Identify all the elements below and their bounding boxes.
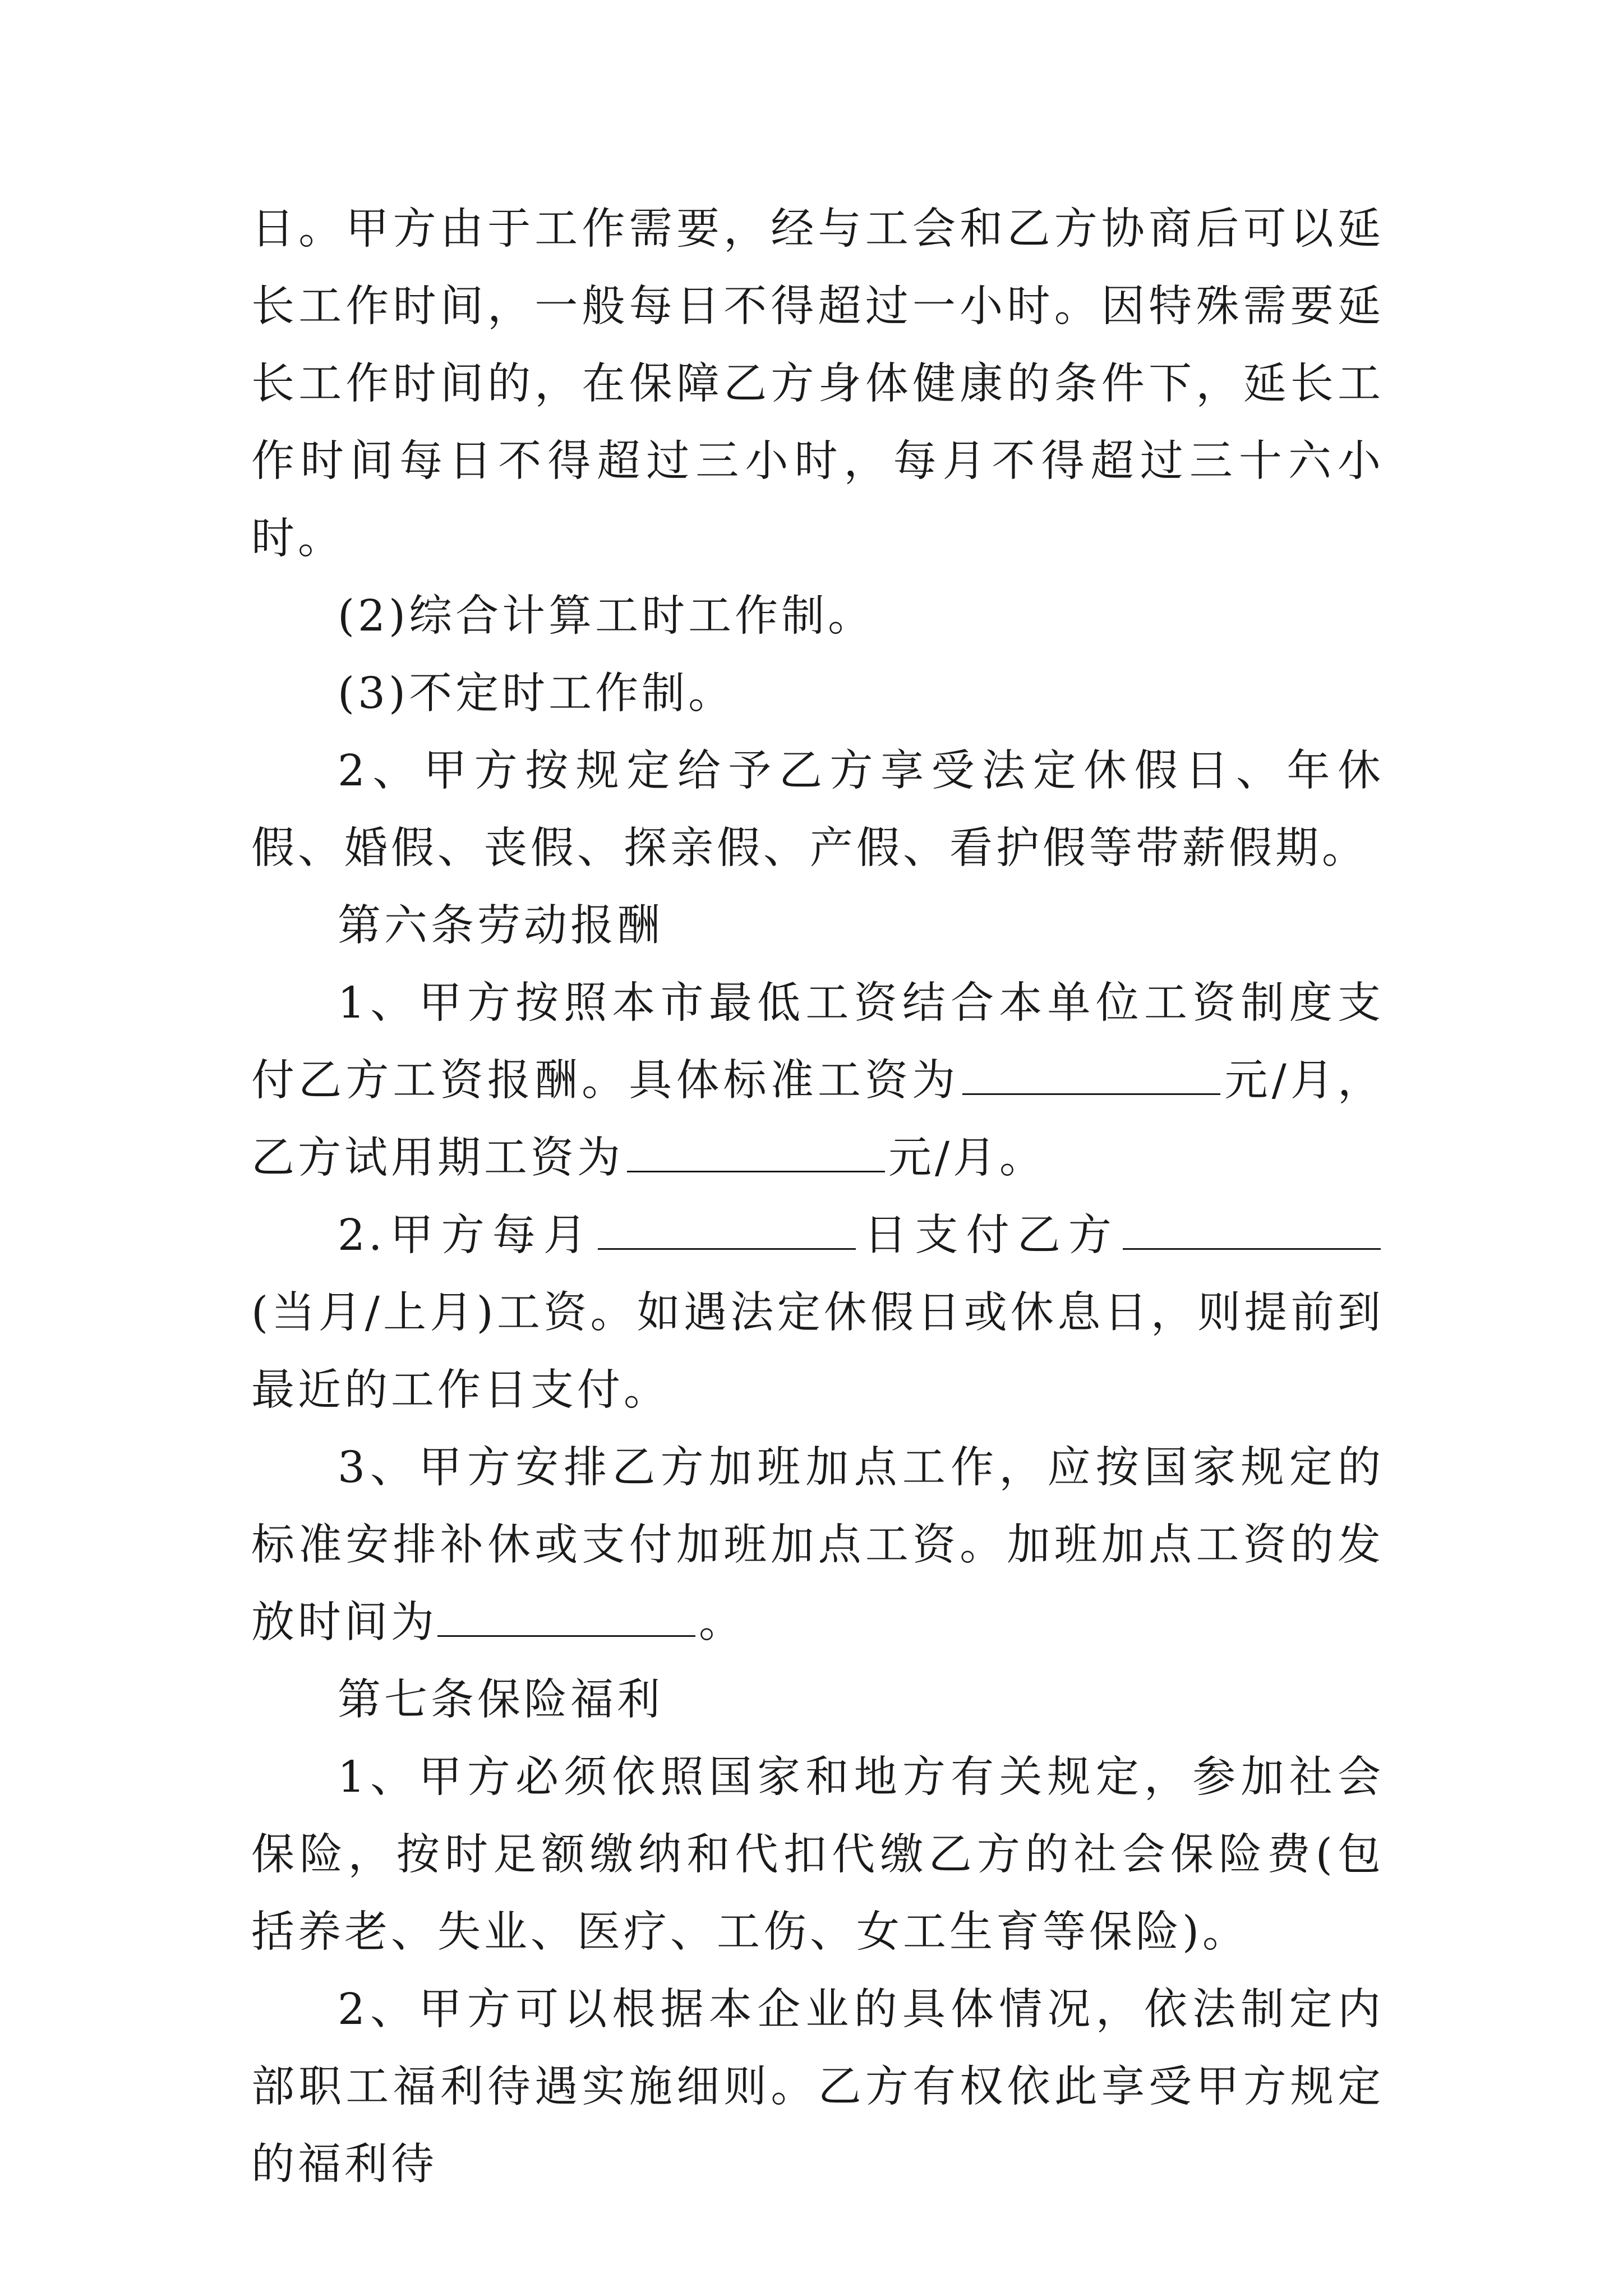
salary-text-b: 元/月，乙方试用期工资为 xyxy=(251,1056,1384,1183)
document-body xyxy=(251,191,1384,2203)
paragraph-welfare: 2、甲方可以根据本企业的具体情况，依法制定内部职工福利待遇实施细则。乙方有权依此享受甲方规定的福利待 xyxy=(251,1985,1384,2189)
salary-standard-blank[interactable] xyxy=(962,1060,1220,1095)
pay-month-blank[interactable] xyxy=(1123,1214,1381,1250)
paragraph-overtime xyxy=(251,1429,1384,1662)
paragraph-paid-leave: 2、甲方按规定给予乙方享受法定休假日、年休假、婚假、丧假、探亲假、产假、看护假等带薪假期。 xyxy=(251,746,1384,873)
pay-date-text-b: 日支付乙方 xyxy=(859,1211,1120,1260)
section-heading-remuneration: 第六条劳动报酬 xyxy=(338,901,663,951)
paragraph-working-hours: 日。甲方由于工作需要，经与工会和乙方协商后可以延长工作时间，一般每日不得超过一小时。因特殊需要延长工作时间的，在保障乙方身体健康的条件下，延长工作时间每日不得超过三小时，每月不得超过三十六小时。 xyxy=(251,204,1384,564)
salary-text-c: 元/月。 xyxy=(888,1133,1046,1183)
list-item-flexible-hours: (3)不定时工作制。 xyxy=(338,669,735,719)
pay-day-blank[interactable] xyxy=(598,1214,856,1250)
overtime-pay-time-blank[interactable] xyxy=(437,1602,695,1637)
pay-date-text-a: 2.甲方每月 xyxy=(338,1211,595,1260)
salary-text-a: 1、甲方按照本市最低工资结合本单位工资制度支付乙方工资报酬。具体标准工资为 xyxy=(251,978,1384,1106)
paragraph-social-insurance: 1、甲方必须依照国家和地方有关规定，参加社会保险，按时足额缴纳和代扣代缴乙方的社会保险费(包括养老、失业、医疗、工伤、女工生育等保险)。 xyxy=(251,1752,1384,1957)
paragraph-salary-standard xyxy=(251,965,1384,1197)
pay-date-text-c: (当月/上月)工资。如遇法定休假日或休息日，则提前到最近的工作日支付。 xyxy=(251,1288,1384,1415)
overtime-text-b: 。 xyxy=(699,1598,745,1648)
paragraph-pay-date xyxy=(251,1197,1384,1429)
overtime-text-a: 3、甲方安排乙方加班加点工作，应按国家规定的标准安排补休或支付加班加点工资。加班加点工资的发放时间为 xyxy=(251,1443,1384,1648)
list-item-comprehensive-hours: (2)综合计算工时工作制。 xyxy=(338,591,875,641)
section-heading-insurance: 第七条保险福利 xyxy=(338,1675,663,1725)
probation-salary-blank[interactable] xyxy=(627,1137,885,1172)
